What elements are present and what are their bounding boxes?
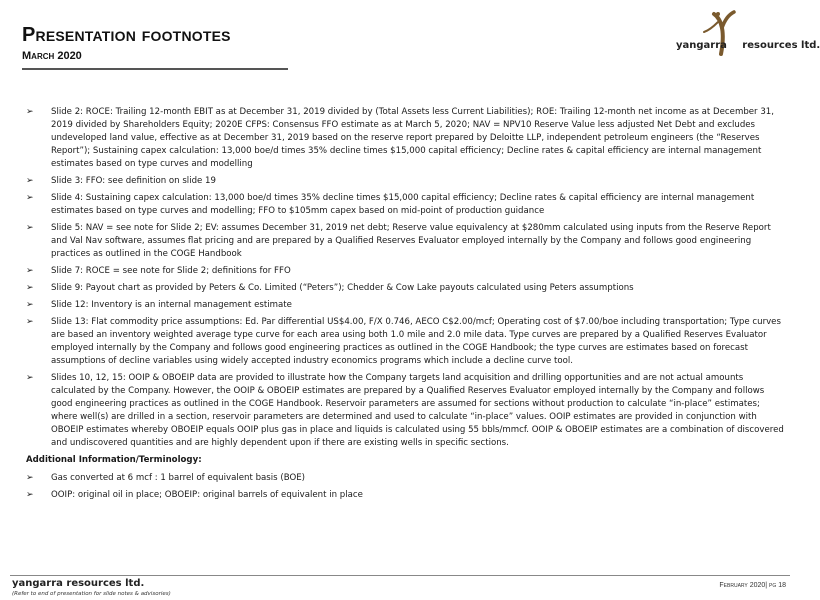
arrowhead-bullet-icon: ➢ — [26, 283, 34, 293]
footer-advisory-note: (Refer to end of presentation for slide notes & advisories) — [12, 591, 171, 597]
additional-info-text: OOIP: original oil in place; OBOEIP: original barrels of equivalent in place — [51, 490, 363, 500]
additional-info-text: Gas converted at 6 mcf : 1 barrel of equivalent basis (BOE) — [51, 473, 306, 483]
additional-info-item — [26, 489, 786, 502]
footnote-text: Slide 5: NAV = see note for Slide 2; EV: assumes December 31, 2019 net debt; Reserve value equivalency at $280mm calculated using inputs from the Reserve Report and Val Nav software, assumes flat pricing and are prepared by a Qualified Reserves Evaluator employed internally by the Company and follows good engineering practices as outlined in the COGE Handbook — [51, 223, 771, 259]
footer-divider — [10, 575, 790, 576]
footnote-item — [26, 175, 786, 188]
logo-text-suffix: resources ltd. — [742, 40, 820, 51]
company-logo-text — [676, 40, 820, 51]
arrowhead-bullet-icon: ➢ — [26, 176, 34, 186]
footnote-item — [26, 106, 786, 171]
footnote-text: Slide 4: Sustaining capex calculation: 13,000 boe/d times 35% decline times $15,000 capital efficiency; Decline rates & capital efficiency are internal management estimates based on type curves and modelling; FFO to $105mm capex based on mid-point of production guidance — [51, 193, 755, 216]
page-subtitle-date: March 2020 — [22, 50, 82, 62]
arrowhead-bullet-icon: ➢ — [26, 107, 34, 117]
company-logo-icon — [674, 8, 786, 64]
arrowhead-bullet-icon: ➢ — [26, 223, 34, 233]
footer-company-logo-text: yangarra resources ltd. — [12, 578, 145, 589]
additional-info-heading: Additional Information/Terminology: — [26, 455, 202, 465]
arrowhead-bullet-icon: ➢ — [26, 490, 34, 500]
footnote-text: Slide 3: FFO: see definition on slide 19 — [51, 176, 216, 186]
arrowhead-bullet-icon: ➢ — [26, 317, 34, 327]
footnote-text: Slide 13: Flat commodity price assumptions: Ed. Par differential US$4.00, F/X 0.746, AECO C$2.00/mcf; Operating cost of $7.00/boe including transportation; Type curves are based an inventory weighted average type curve for each area using both 1.0 mile and 2.0 mile data. Type curves are prepared by a Qualified Reserves Evaluator employed internally by the Company and follows good engineering practices as outlined in the COGE Handbook; the type curves are estimates based on forecast assumptions of decline variables using widely accepted industry economics programs which include a decline curve tool. — [51, 317, 781, 366]
footnote-item — [26, 372, 786, 450]
footnote-item — [26, 299, 786, 312]
footnote-text: Slide 2: ROCE: Trailing 12-month EBIT as at December 31, 2019 divided by (Total Assets less Current Liabilities); ROE: Trailing 12-month net income as at December 31, 2019 divided by Shareholders Equity; 2020E CFPS: Consensus FFO estimate as at March 5, 2020; NAV = NPV10 Reserve Value less adjusted Net Debt and excludes undeveloped land value, effective as at December 31, 2019 based on the reserve report prepared by Deloitte LLP, independent petroleum engineers (the “Reserves Report”); Sustaining capex calculation: 13,000 boe/d times 35% decline times $15,000 capital efficiency; Decline rates & capital efficiency are internal management estimates based on type curves and modelling — [51, 107, 774, 169]
additional-info-item — [26, 472, 786, 485]
arrowhead-bullet-icon: ➢ — [26, 193, 34, 203]
arrowhead-bullet-icon: ➢ — [26, 473, 34, 483]
logo-text-name: yangarra — [676, 40, 727, 51]
footnote-text: Slide 9: Payout chart as provided by Peters & Co. Limited (“Peters”); Chedder & Cow Lake payouts calculated using Peters assumptions — [51, 283, 634, 293]
footnote-item — [26, 222, 786, 261]
footnote-item — [26, 265, 786, 278]
page-number-info: February 2020| pg 18 — [719, 582, 786, 589]
footnote-item — [26, 316, 786, 368]
footnote-text: Slide 12: Inventory is an internal management estimate — [51, 300, 292, 310]
footnote-item — [26, 282, 786, 295]
footnote-text: Slides 10, 12, 15: OOIP & OBOEIP data are provided to illustrate how the Company targets land acquisition and drilling opportunities and are not actual amounts calculated by the Company. However, the OOIP & OBOEIP estimates are prepared by a Qualified Reserves Evaluator employed internally by the Company and follows good engineering practices as outlined in the COGE Handbook. Reservoir parameters are assumed for sections without production to calculate “in-place” estimates; where well(s) are drilled in a section, reservoir parameters are determined and used to calculate “in-place” values. OOIP estimates are provided in conjunction with OBOEIP estimates whereby OBOEIP equals OOIP plus gas in place and liquids is calculated using 55 bbls/mmcf. OOIP & OBOEIP estimates are a combination of discovered and undiscovered quantities and are highly dependent upon if there are existing wells in specific sections. — [51, 373, 784, 448]
footnotes-section — [26, 106, 786, 506]
footnote-text: Slide 7: ROCE = see note for Slide 2; definitions for FFO — [51, 266, 291, 276]
arrowhead-bullet-icon: ➢ — [26, 266, 34, 276]
footnote-item — [26, 192, 786, 218]
page-title: Presentation footnotes — [22, 24, 231, 46]
title-underline-divider — [22, 68, 288, 70]
arrowhead-bullet-icon: ➢ — [26, 300, 34, 310]
arrowhead-bullet-icon: ➢ — [26, 373, 34, 383]
